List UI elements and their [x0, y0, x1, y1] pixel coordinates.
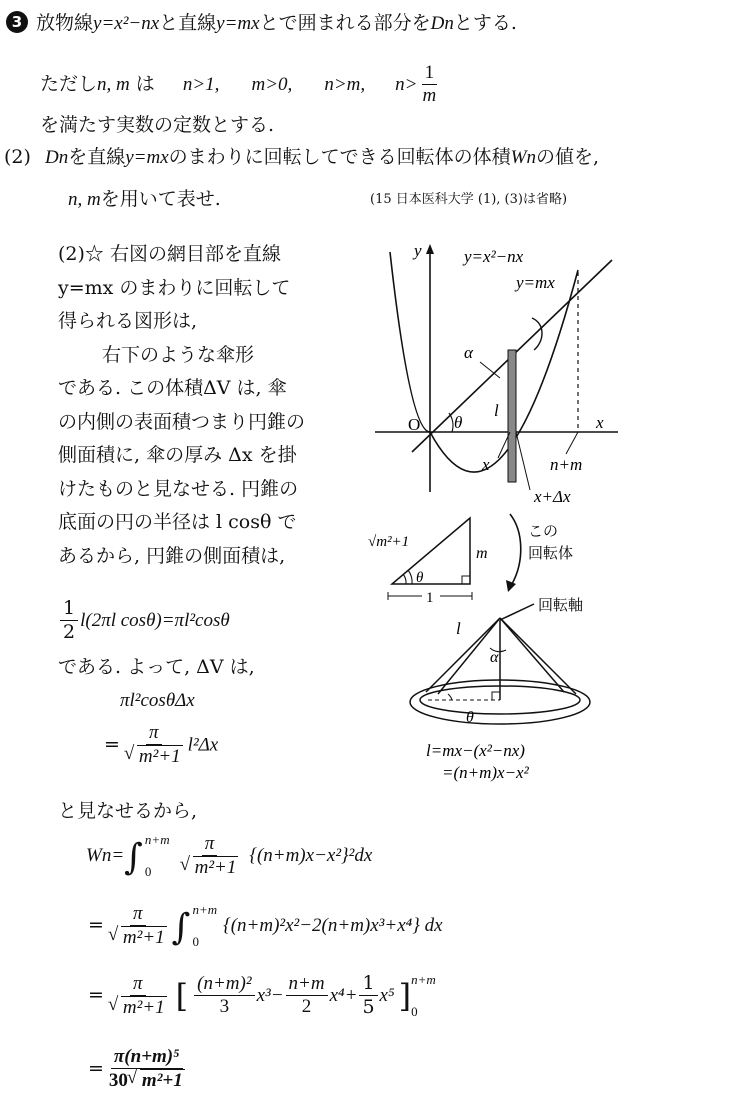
therefore-line: である. よって, ΔV は, — [58, 656, 255, 678]
umbrella-shape — [410, 604, 590, 724]
solution-line: けたものと見なせる. 円錐の — [58, 477, 299, 500]
dv-formula-2: = π √ m²+1 l²Δx — [104, 722, 218, 769]
rotation-arrow — [532, 318, 542, 350]
lateral-area-formula: $\frac{1}{2}$ l(2πl cosθ)=πl²cosθ — [58, 598, 230, 644]
tick-nm — [566, 432, 578, 454]
integral-line-1: Wn=∫ n+m 0 π √ m²+1 {(n+m)x−x²}²dx — [86, 832, 372, 880]
problem-line-3: を満たす実数の定数とする. — [40, 114, 275, 136]
solution-line: 側面積に, 傘の厚み Δx を掛 — [58, 444, 297, 466]
problem-number-badge: 3 — [6, 11, 28, 33]
solution-figure — [360, 232, 729, 792]
right-triangle — [388, 518, 472, 600]
l-label: l — [494, 401, 499, 420]
origin-label: O — [408, 415, 421, 434]
solution-line: (2)☆ 右図の網目部を直線 — [58, 243, 281, 265]
integral-line-3: = π √ m²+1 [ $\frac{\text{(n+m)²}}{3}$ x³− $\frac{n+m}{2}$ x⁴+ $\frac{1}{5}$ x⁵ ] n+m 0 — [88, 972, 442, 1020]
theta-label: θ — [454, 413, 463, 432]
triangle-m-label: m — [476, 545, 488, 562]
line-label: y=mx — [516, 273, 555, 292]
solution-text — [58, 238, 305, 573]
shaded-strip — [508, 350, 516, 482]
arrow-caption-1: この — [528, 524, 559, 540]
solution-line: 得られる図形は, — [58, 310, 198, 332]
solution-line: あるから, 円錐の側面積は, — [58, 544, 286, 567]
y-axis-arrow — [426, 244, 434, 254]
triangle-base-label: 1 — [426, 590, 434, 606]
alpha-label: α — [464, 343, 473, 362]
transition-arrowhead — [506, 580, 516, 592]
axis-y-label: y — [414, 241, 422, 260]
problem-source: (15 日本医科大学 (1), (3)は省略) — [370, 192, 568, 207]
umbrella-theta-label: θ — [466, 709, 474, 726]
problem-line-5: n, mを用いて表せ. — [68, 188, 221, 210]
solution-line: の内側の表面積つまり円錐の — [58, 410, 306, 433]
nm-tick-label: n+m — [550, 455, 583, 474]
since-line: と見なせるから, — [58, 800, 198, 822]
l-definition-2: =(n+m)x−x² — [442, 763, 529, 782]
solution-line: である. この体積ΔV は, 傘 — [58, 377, 287, 399]
dv-formula-1: πl²cosθΔx — [120, 690, 195, 711]
problem-line-4: (2) Dnを直線y=mxのまわりに回転してできる回転体の体積Wnの値を, — [4, 146, 600, 168]
integral-line-2: = π √ m²+1 ∫ n+m 0 {(n+m)²x²−2(n+m)x³+x⁴} dx — [88, 902, 443, 950]
one-half-fraction: $\frac{1}{2}$ — [60, 598, 78, 644]
transition-arrow — [510, 514, 521, 584]
axis-x-label: x — [596, 413, 604, 432]
triangle-hypotenuse-label: √m²+1 — [368, 534, 410, 550]
triangle-theta-label: θ — [416, 570, 424, 586]
arrow-caption-2: 回転体 — [528, 546, 574, 562]
l-definition-1: l=mx−(x²−nx) — [426, 741, 525, 760]
tick-xdx — [516, 432, 530, 490]
final-result: = $\frac{\text{π(n+m)⁵}}{\text{30√ m²+1}}$ — [88, 1046, 190, 1093]
parabola-label: y=x²−nx — [464, 247, 524, 266]
problem-line-2: ただしn, m は n>1, m>0, n>m, n> $\frac{1}{m}$ — [40, 62, 441, 108]
umbrella-alpha-label: α — [490, 649, 499, 666]
part-label: (2) — [4, 146, 31, 168]
solution-line: y=mx のまわりに回転して — [58, 276, 291, 299]
xdx-tick-label: x+Δx — [534, 487, 571, 506]
x-tick-label: x — [482, 455, 490, 474]
solution-line: 底面の円の半径は l cosθ で — [58, 511, 297, 533]
condition-fraction: $\frac{1}{m}$ — [422, 62, 437, 106]
solution-line: 右下のような傘形 — [102, 343, 255, 366]
problem-line-1: 3 放物線y=x²−nxと直線y=mxとで囲まれる部分をDnとする. — [6, 8, 517, 35]
axis-caption: 回転軸 — [538, 598, 584, 614]
umbrella-l-label: l — [456, 619, 461, 638]
